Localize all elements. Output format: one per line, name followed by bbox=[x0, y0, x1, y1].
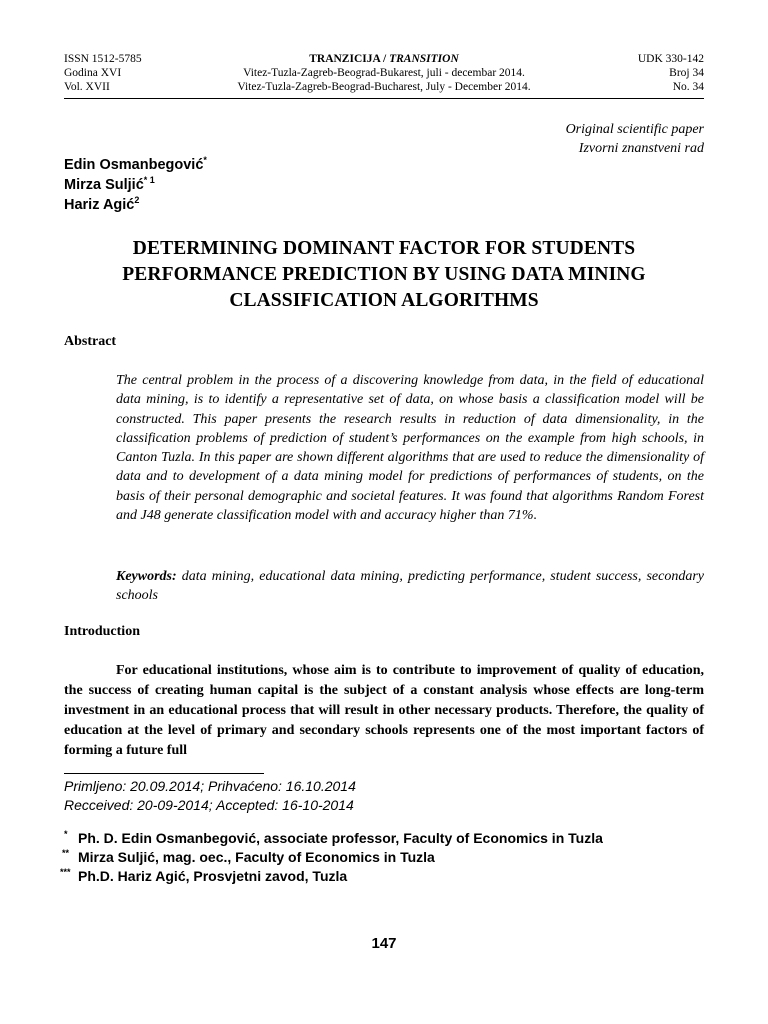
keywords bbox=[116, 567, 704, 606]
introduction-text bbox=[64, 661, 704, 761]
title-line-2: PERFORMANCE PREDICTION BY USING DATA MINING bbox=[122, 264, 646, 285]
year-label: Godina XVI bbox=[64, 67, 122, 79]
footnote-1 bbox=[64, 829, 603, 848]
footnote-1-mark: * bbox=[64, 829, 68, 839]
dates-english: Recceived: 20-09-2014; Accepted: 16-10-2014 bbox=[64, 797, 354, 813]
submission-dates bbox=[64, 777, 356, 815]
publication-places-local: Vitez-Tuzla-Zagreb-Beograd-Bukarest, juli - decembar 2014. bbox=[243, 67, 525, 79]
title-line-3: CLASSIFICATION ALGORITHMS bbox=[229, 290, 539, 311]
issue-number-english: No. 34 bbox=[672, 81, 704, 93]
journal-name-english: TRANSITION bbox=[389, 53, 459, 65]
author-1-mark: * bbox=[203, 155, 207, 166]
dates-local: Primljeno: 20.09.2014; Prihvaćeno: 16.10.2014 bbox=[64, 778, 356, 794]
abstract-heading: Abstract bbox=[64, 334, 117, 349]
header-row-2 bbox=[64, 66, 704, 80]
publication-places-english: Vitez-Tuzla-Zagreb-Beograd-Bucharest, July - December 2014. bbox=[237, 81, 531, 93]
introduction-heading: Introduction bbox=[64, 624, 140, 639]
keywords-text: data mining, educational data mining, predicting performance, student success, secondary schools bbox=[116, 569, 704, 604]
header-row-3 bbox=[64, 80, 704, 94]
paper-type-english: Original scientific paper bbox=[565, 122, 704, 137]
abstract-text: The central problem in the process of a discovering knowledge from data, in the field of educational data mining, is to identify a representative set of data, on whose basis a classification model will be constructed. This paper presents the research results in reduction of data dimensionality, in the classification problems of prediction of student’s performances on the example from high schools, in Canton Tuzla. In this paper are shown different algorithms that are used to reduce the dimensionality of data and to development of a data mining model for predictions of performances of students, on the basis of their personal demographic and societal features. It was found that algorithms Random Forest and J48 generate classification model with and accuracy higher than 71%. bbox=[116, 373, 704, 524]
paper-type bbox=[566, 120, 704, 158]
author-1: Edin Osmanbegović* bbox=[64, 155, 207, 173]
paper-type-local: Izvorni znanstveni rad bbox=[578, 141, 704, 156]
journal-name-local: TRANZICIJA / bbox=[309, 53, 390, 65]
author-footnotes bbox=[60, 829, 603, 886]
footnote-3-mark: *** bbox=[60, 867, 71, 877]
header-row-1 bbox=[64, 52, 704, 66]
author-3-mark: 2 bbox=[134, 195, 140, 206]
author-2: Mirza Suljić$^{* 1}$ bbox=[64, 175, 155, 193]
journal-name bbox=[64, 52, 704, 66]
author-list bbox=[64, 155, 207, 215]
paper-title bbox=[64, 236, 704, 314]
footnote-2-text: Mirza Suljić, mag. oec., Faculty of Economics in Tuzla bbox=[78, 849, 435, 865]
journal-header bbox=[64, 52, 704, 94]
issn: ISSN 1512-5785 bbox=[64, 53, 142, 65]
title-line-1: DETERMINING DOMINANT FACTOR FOR STUDENTS bbox=[132, 238, 636, 259]
introduction-paragraph: For educational institutions, whose aim is to contribute to improvement of quality of education, the success of creating human capital is the subject of a constant analysis whose effects are long-term investment in an educational process that will result in other necessary products. Therefore, the quality of education at the level of primary and secondary schools represents one of the most important factors of forming a future full bbox=[64, 663, 704, 758]
footnote-2 bbox=[64, 848, 603, 867]
footnote-rule bbox=[64, 773, 264, 774]
footnote-3 bbox=[60, 867, 603, 886]
footnote-1-text: Ph. D. Edin Osmanbegović, associate professor, Faculty of Economics in Tuzla bbox=[78, 830, 603, 846]
issue-number-local: Broj 34 bbox=[669, 67, 704, 79]
volume-label: Vol. XVII bbox=[64, 81, 110, 93]
author-3: Hariz Agić$^2$ bbox=[64, 195, 140, 213]
page-number: 147 bbox=[371, 935, 397, 952]
udk: UDK 330-142 bbox=[637, 53, 704, 65]
header-rule bbox=[64, 98, 704, 99]
footnote-3-text: Ph.D. Hariz Agić, Prosvjetni zavod, Tuzla bbox=[78, 868, 348, 884]
footnote-2-mark: ** bbox=[62, 848, 70, 858]
keywords-label: Keywords: bbox=[116, 569, 177, 584]
author-2-mark: * 1 bbox=[143, 175, 155, 186]
